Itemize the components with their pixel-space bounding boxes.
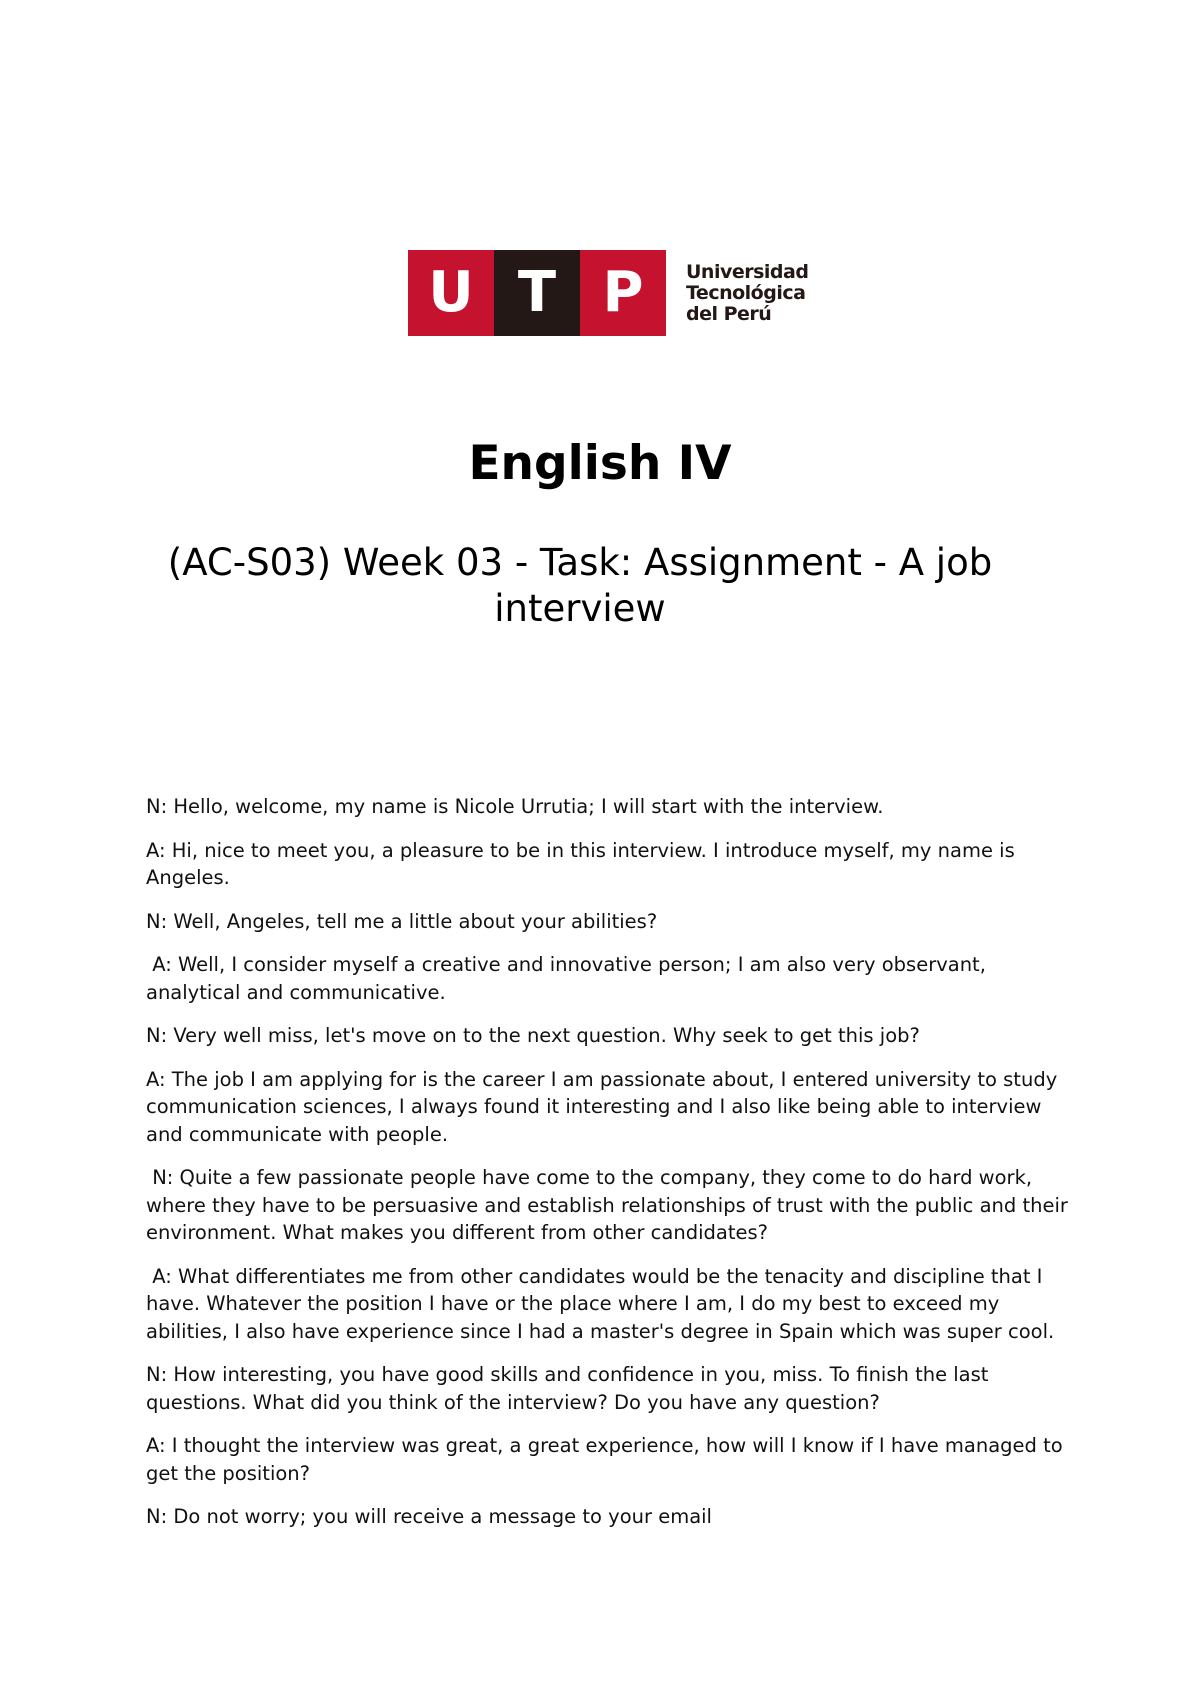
- dialogue-line: N: Well, Angeles, tell me a little about your abilities?: [146, 909, 658, 933]
- logo-letter-p: P: [580, 250, 666, 336]
- dialogue-line: N: Quite a few passionate people have come to the company, they come to do hard work, where they have to be persuasive and establish relationships of trust with the public and their environment. What makes you different from other candidates?: [146, 1166, 1075, 1244]
- dialogue-line: N: Hello, welcome, my name is Nicole Urrutia; I will start with the interview.: [146, 795, 884, 818]
- dialogue-line: A: I thought the interview was great, a great experience, how will I know if I have managed to get the position?: [146, 1434, 1069, 1485]
- course-title: English IV: [468, 436, 732, 491]
- dialogue-line: N: Very well miss, let's move on to the next question. Why seek to get this job?: [146, 1024, 920, 1047]
- logo-letter-blocks: [408, 250, 666, 336]
- interview-dialogue: [146, 793, 1076, 1547]
- dialogue-line: A: The job I am applying for is the career I am passionate about, I entered university to study communication sciences, I always found it interesting and I also like being able to interview and communicate with people.: [146, 1067, 1064, 1146]
- utp-logo: [408, 250, 808, 336]
- dialogue-line: A: Hi, nice to meet you, a pleasure to be in this interview. I introduce myself, my name is Angeles.: [146, 838, 1021, 889]
- dialogue-line: N: Do not worry; you will receive a message to your email: [146, 1505, 712, 1528]
- dialogue-line: A: Well, I consider myself a creative and innovative person; I am also very observant, analytical and communicative.: [146, 953, 993, 1004]
- dialogue-line: A: What differentiates me from other candidates would be the tenacity and discipline that I have. Whatever the position I have or the place where I am, I do my best to exceed my abilities, I also have experience since I had a master's degree in Spain which was super cool.: [146, 1264, 1055, 1343]
- logo-letter-u: U: [408, 250, 494, 336]
- dialogue-line: N: How interesting, you have good skills and confidence in you, miss. To finish the last questions. What did you think of the interview? Do you have any question?: [146, 1363, 995, 1414]
- logo-letter-t: T: [494, 250, 580, 336]
- logo-name-line: Tecnológica: [686, 281, 806, 304]
- logo-name-line: del Perú: [686, 302, 772, 325]
- logo-name-line: Universidad: [686, 260, 809, 283]
- logo-university-name: [686, 262, 808, 325]
- task-title: (AC-S03) Week 03 - Task: Assignment - A job interview: [167, 541, 993, 630]
